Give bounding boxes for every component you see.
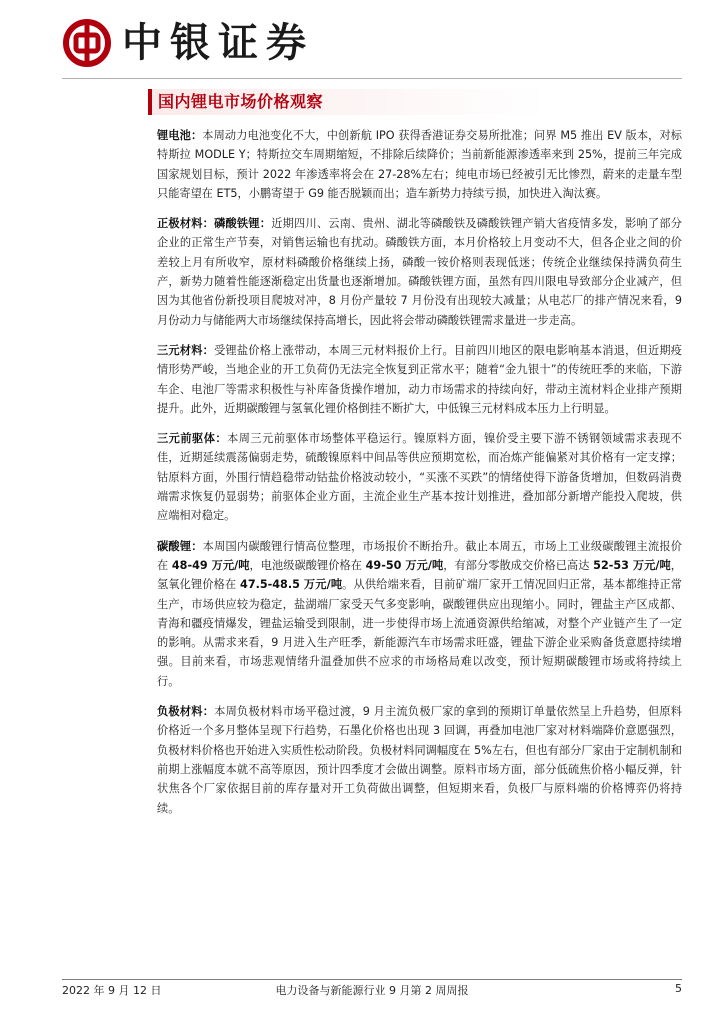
bank-of-china-logo-icon xyxy=(62,18,112,68)
paragraph-text: 近期四川、云南、贵州、湖北等磷酸铁及磷酸铁锂产销大省疫情多发，影响了部分企业的正常生产节奏，对销售运输也有扰动。磷酸铁方面，本月价格较上月变动不大，但各企业之间的价差较上月有所收窄，原材料磷酸价格继续上扬，磷酸一铵价格则表现低迷；传统企业继续保持满负荷生产，新势力随着性能逐渐稳定出货量也逐渐增加。磷酸铁锂方面，虽然有四川限电导致部分企业减产，但因为其他省份新投项目爬坡对冲，8 月份产量较 7 月份没有出现较大减量；从电芯厂的排产情况来看，9 月份动力与储能两大市场继续保持高增长，因此将会带动磷酸铁锂需求量进一步走高。 xyxy=(157,217,682,327)
paragraph-lithium-carbonate xyxy=(157,537,682,691)
paragraph-text: 受锂盐价格上涨带动，本周三元材料报价上行。目前四川地区的限电影响基本消退，但近期疫情形势严峻，当地企业的开工负荷仍无法完全恢复到正常水平；随着“金九银十”的传统旺季的来临，下游车企、电池厂等需求积极性与补库备货操作增加，动力市场需求的持续向好，带动主流材料企业排产预期提升。此外，近期碳酸锂与氢氧化锂价格倒挂不断扩大，中低镍三元材料成本压力上行明显。 xyxy=(157,343,682,415)
paragraph-cathode xyxy=(157,214,682,330)
paragraph-heading: 三元材料： xyxy=(157,343,215,357)
paragraph-heading: 三元前驱体： xyxy=(157,432,228,446)
header-divider xyxy=(62,78,682,79)
paragraph-heading: 正极材料：磷酸铁锂： xyxy=(157,217,272,231)
paragraph-heading: 碳酸锂： xyxy=(157,539,203,553)
paragraph-battery xyxy=(157,126,682,203)
paragraph-text: 本周负极材料市场平稳过渡，9 月主流负极厂家的拿到的预期订单量依然呈上升趋势，但原料价格近一个多月整体呈现下行趋势，石墨化价格也出现 3 回调，再叠加电池厂家对材料端降价意愿强烈，负极材料价格也开始进入实质性松动阶段。负极材料同调幅度在 5%左右，但也有部分厂家由于定制机制和前期上涨幅度本就不高等原因，预计四季度才会做出调整。原料市场方面，部分低硫焦价格小幅反弹，针状焦各个厂家依据目前的库存量对开工负荷做出调整，但短期来看，负极厂与原料端的价格博弈仍将持续。 xyxy=(157,705,682,815)
page-footer xyxy=(62,982,682,1000)
section-title-bar xyxy=(148,89,682,115)
paragraph-text: 本周三元前驱体市场整体平稳运行。镍原料方面，镍价受主要下游不锈钢领域需求表现不佳，近期延续震荡偏弱走势，硫酸镍原料中间品等供应预期宽松，而冶炼产能偏紧对其价格有一定支撑；钴原料方面，外围行情趋稳带动钴盐价格波动较小，“买涨不买跌”的情绪使得下游备货增加，但数码消费端需求恢复仍显弱势；前驱体企业方面，主流企业生产基本按计划推进，叠加部分新增产能投入爬坡，供应端相对稳定。 xyxy=(157,432,682,523)
paragraph-text-part: ，氢氧化锂价格在 xyxy=(157,558,682,592)
section-title: 国内锂电市场价格观察 xyxy=(158,92,324,111)
paragraph-text-part: ，电池级碳酸锂价格在 xyxy=(249,558,366,572)
price-highlight: 49-50 万元/吨 xyxy=(365,558,444,572)
paragraph-heading: 负极材料： xyxy=(157,705,215,719)
paragraph-text-part: ，有部分零散成交价格已高达 xyxy=(443,558,594,572)
price-highlight: 47.5-48.5 万元/吨 xyxy=(240,578,343,592)
price-highlight: 48-49 万元/吨 xyxy=(171,558,250,572)
paragraph-heading: 锂电池： xyxy=(157,129,203,142)
paragraph-text-part: 。从供给端来看，目前矿端厂家开工情况回归正常，基本都维持正常生产，市场供应较为稳定，盐湖端厂家受天气多变影响，碳酸锂供应出现缩小。同时，锂盐主产区成都、青海和疆疫情爆发，锂盐运输受到限制，进一步使得市场上流通资源供给缩减，对整个产业链产生了一定的影响。从需求来看，9 月进入生产旺季，新能源汽车市场需求旺盛，锂盐下游企业采购备货意愿持续增强。目前来看，市场悲观情绪升温叠加供不应求的市场格局难以改变，预计短期碳酸锂市场或将持续上行。 xyxy=(157,578,682,688)
brand-name: 中银证券 xyxy=(122,19,314,66)
report-body xyxy=(157,126,682,829)
report-name: 电力设备与新能源行业 9 月第 2 周周报 xyxy=(275,984,469,997)
page-header xyxy=(62,14,682,78)
title-accent-mark xyxy=(148,89,152,115)
report-date: 2022 年 9 月 12 日 xyxy=(62,984,162,997)
paragraph-precursor xyxy=(157,429,682,525)
price-highlight: 52-53 万元/吨 xyxy=(593,558,671,572)
paragraph-text: 本周动力电池变化不大，中创新航 IPO 获得香港证券交易所批准；问界 M5 推出 EV 版本，对标特斯拉 MODLE Y；特斯拉交车周期缩短，不排除后续降价；当前新能源渗透率来到 25%，提前三年完成国家规划目标，预计 2022 年渗透率将会在 27-28%左右；纯电市场已经被引无比惨烈，蔚来的走量车型只能寄望在 ET5，小鹏寄望于 G9 能否脱颖而出；造车新势力持续亏损，加快进入淘汰赛。 xyxy=(157,129,682,200)
page-number: 5 xyxy=(675,982,682,995)
paragraph-anode xyxy=(157,702,682,818)
paragraph-ternary xyxy=(157,341,682,418)
footer-divider xyxy=(62,979,682,980)
paragraph-text-part: 本周国内碳酸锂行情高位整理，市场报价不断抬升。截止本周五，市场上工业级碳酸锂主流报价在 xyxy=(157,539,682,572)
